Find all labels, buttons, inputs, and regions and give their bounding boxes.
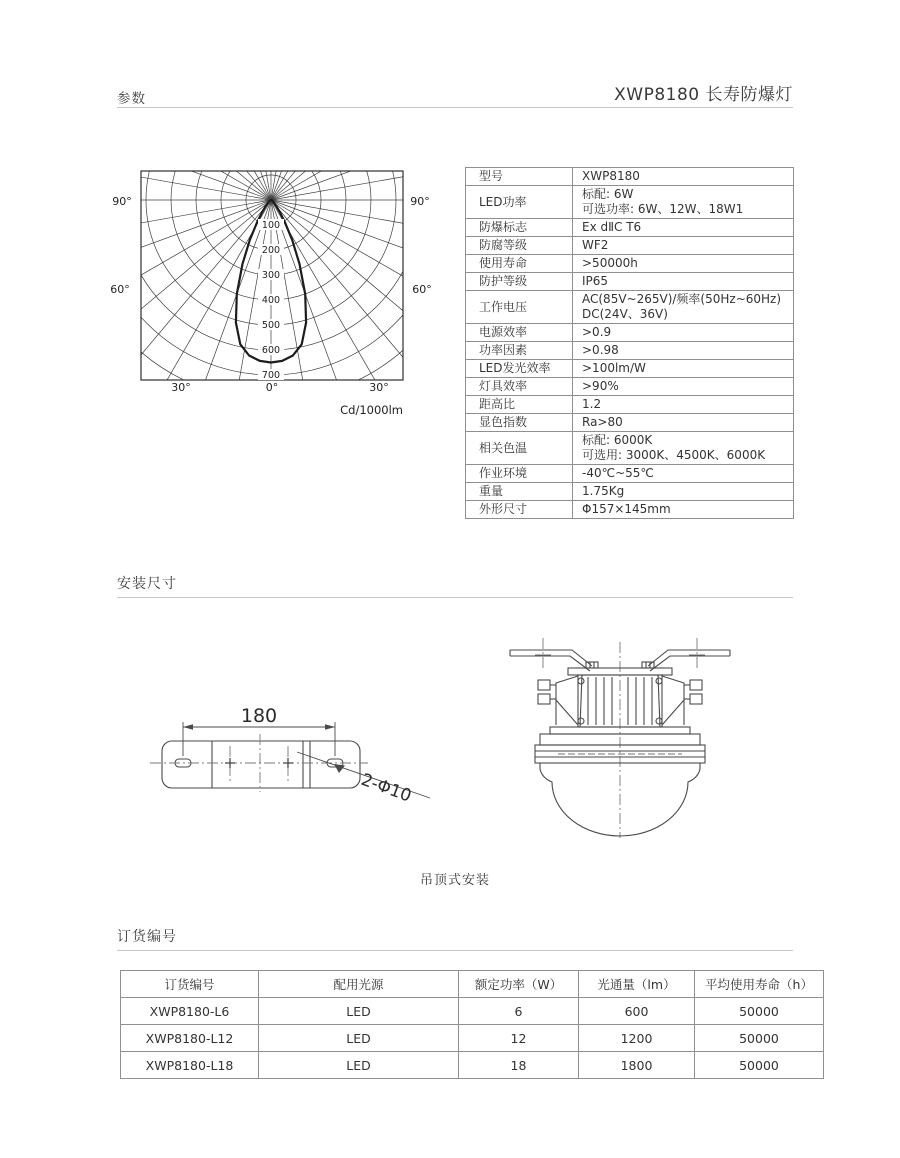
spec-label: 型号 — [466, 168, 573, 186]
dimension-180-label: 180 — [240, 705, 278, 727]
radial-tick-label: 300 — [261, 270, 281, 281]
spec-value: >90% — [573, 378, 794, 396]
order-col-header: 光通量（lm） — [579, 971, 695, 998]
spec-value: Ra>80 — [573, 414, 794, 432]
dimension-180 — [183, 722, 335, 756]
lamp-drawing — [500, 630, 740, 840]
mounting-bracket-drawing — [148, 688, 448, 818]
product-title: XWP8180 长寿防爆灯 — [614, 85, 793, 105]
spec-row — [466, 432, 794, 465]
spec-row — [466, 324, 794, 342]
order-cell: 1200 — [579, 1025, 695, 1052]
spec-label: 外形尺寸 — [466, 501, 573, 519]
spec-value: 标配: 6000K 可选用: 3000K、4500K、6000K — [573, 432, 794, 465]
order-row — [121, 998, 824, 1025]
order-row — [121, 1025, 824, 1052]
spec-value: AC(85V~265V)/频率(50Hz~60Hz) DC(24V、36V) — [573, 291, 794, 324]
radial-tick-label: 100 — [261, 220, 281, 231]
spec-label: 相关色温 — [466, 432, 573, 465]
spec-row — [466, 501, 794, 519]
spec-row — [466, 342, 794, 360]
section-title-install: 安装尺寸 — [117, 576, 177, 592]
spec-row — [466, 255, 794, 273]
order-cell: XWP8180-L6 — [121, 998, 259, 1025]
spec-value: 1.75Kg — [573, 483, 794, 501]
spec-value: >50000h — [573, 255, 794, 273]
spec-label: 工作电压 — [466, 291, 573, 324]
spec-label: 防护等级 — [466, 273, 573, 291]
spec-row — [466, 273, 794, 291]
bracket-plate — [162, 741, 360, 788]
radial-tick-label: 200 — [261, 245, 281, 256]
order-cell: 6 — [459, 998, 579, 1025]
angle-label: 60° — [412, 283, 432, 296]
radial-tick-label: 500 — [261, 320, 281, 331]
install-caption: 吊顶式安装 — [420, 873, 491, 888]
spec-value: XWP8180 — [573, 168, 794, 186]
holes-label: 2-Φ10 — [358, 769, 414, 807]
spec-row — [466, 219, 794, 237]
order-cell: 50000 — [695, 1052, 824, 1079]
order-cell: 1800 — [579, 1052, 695, 1079]
spec-table — [465, 167, 794, 519]
spec-label: 灯具效率 — [466, 378, 573, 396]
radial-tick-label: 600 — [261, 345, 281, 356]
spec-row — [466, 483, 794, 501]
spec-label: 作业环境 — [466, 465, 573, 483]
order-cell: LED — [259, 998, 459, 1025]
angle-label: 0° — [265, 381, 279, 394]
order-table-header — [121, 971, 824, 998]
chart-unit-label: Cd/1000lm — [340, 403, 403, 417]
order-cell: XWP8180-L18 — [121, 1052, 259, 1079]
spec-row — [466, 360, 794, 378]
spec-label: 防腐等级 — [466, 237, 573, 255]
spec-row — [466, 378, 794, 396]
angle-label: 30° — [171, 381, 191, 394]
spec-label: LED功率 — [466, 186, 573, 219]
order-cell: LED — [259, 1025, 459, 1052]
spec-value: >0.98 — [573, 342, 794, 360]
angle-label: 90° — [410, 195, 430, 208]
angle-label: 60° — [110, 283, 130, 296]
header-rule — [117, 107, 793, 108]
spec-value: IP65 — [573, 273, 794, 291]
section-title-order: 订货编号 — [117, 929, 177, 945]
spec-label: 功率因素 — [466, 342, 573, 360]
spec-row — [466, 396, 794, 414]
order-cell: 12 — [459, 1025, 579, 1052]
order-table — [120, 970, 824, 1079]
spec-value: 1.2 — [573, 396, 794, 414]
spec-value: >100lm/W — [573, 360, 794, 378]
order-col-header: 额定功率（W） — [459, 971, 579, 998]
order-cell: 50000 — [695, 998, 824, 1025]
spec-row — [466, 465, 794, 483]
order-cell: XWP8180-L12 — [121, 1025, 259, 1052]
install-rule — [117, 597, 793, 598]
spec-row — [466, 168, 794, 186]
photometric-polar-chart — [95, 158, 441, 420]
spec-value: Φ157×145mm — [573, 501, 794, 519]
spec-label: 距高比 — [466, 396, 573, 414]
page-title: 参数 — [117, 91, 146, 107]
spec-label: 重量 — [466, 483, 573, 501]
spec-row — [466, 186, 794, 219]
spec-value: -40℃~55℃ — [573, 465, 794, 483]
spec-row — [466, 291, 794, 324]
spec-row — [466, 237, 794, 255]
order-col-header: 订货编号 — [121, 971, 259, 998]
order-cell: LED — [259, 1052, 459, 1079]
spec-value: WF2 — [573, 237, 794, 255]
spec-label: 使用寿命 — [466, 255, 573, 273]
order-cell: 600 — [579, 998, 695, 1025]
spec-label: LED发光效率 — [466, 360, 573, 378]
order-cell: 50000 — [695, 1025, 824, 1052]
spec-label: 防爆标志 — [466, 219, 573, 237]
order-cell: 18 — [459, 1052, 579, 1079]
radial-tick-label: 700 — [261, 370, 281, 381]
spec-label: 电源效率 — [466, 324, 573, 342]
order-rule — [117, 950, 793, 951]
spec-value: Ex dⅡC T6 — [573, 219, 794, 237]
angle-label: 90° — [112, 195, 132, 208]
order-row — [121, 1052, 824, 1079]
spec-row — [466, 414, 794, 432]
order-col-header: 平均使用寿命（h） — [695, 971, 824, 998]
spec-value: >0.9 — [573, 324, 794, 342]
spec-label: 显色指数 — [466, 414, 573, 432]
order-col-header: 配用光源 — [259, 971, 459, 998]
spec-value: 标配: 6W 可选功率: 6W、12W、18W1 — [573, 186, 794, 219]
angle-label: 30° — [369, 381, 389, 394]
radial-tick-label: 400 — [261, 295, 281, 306]
